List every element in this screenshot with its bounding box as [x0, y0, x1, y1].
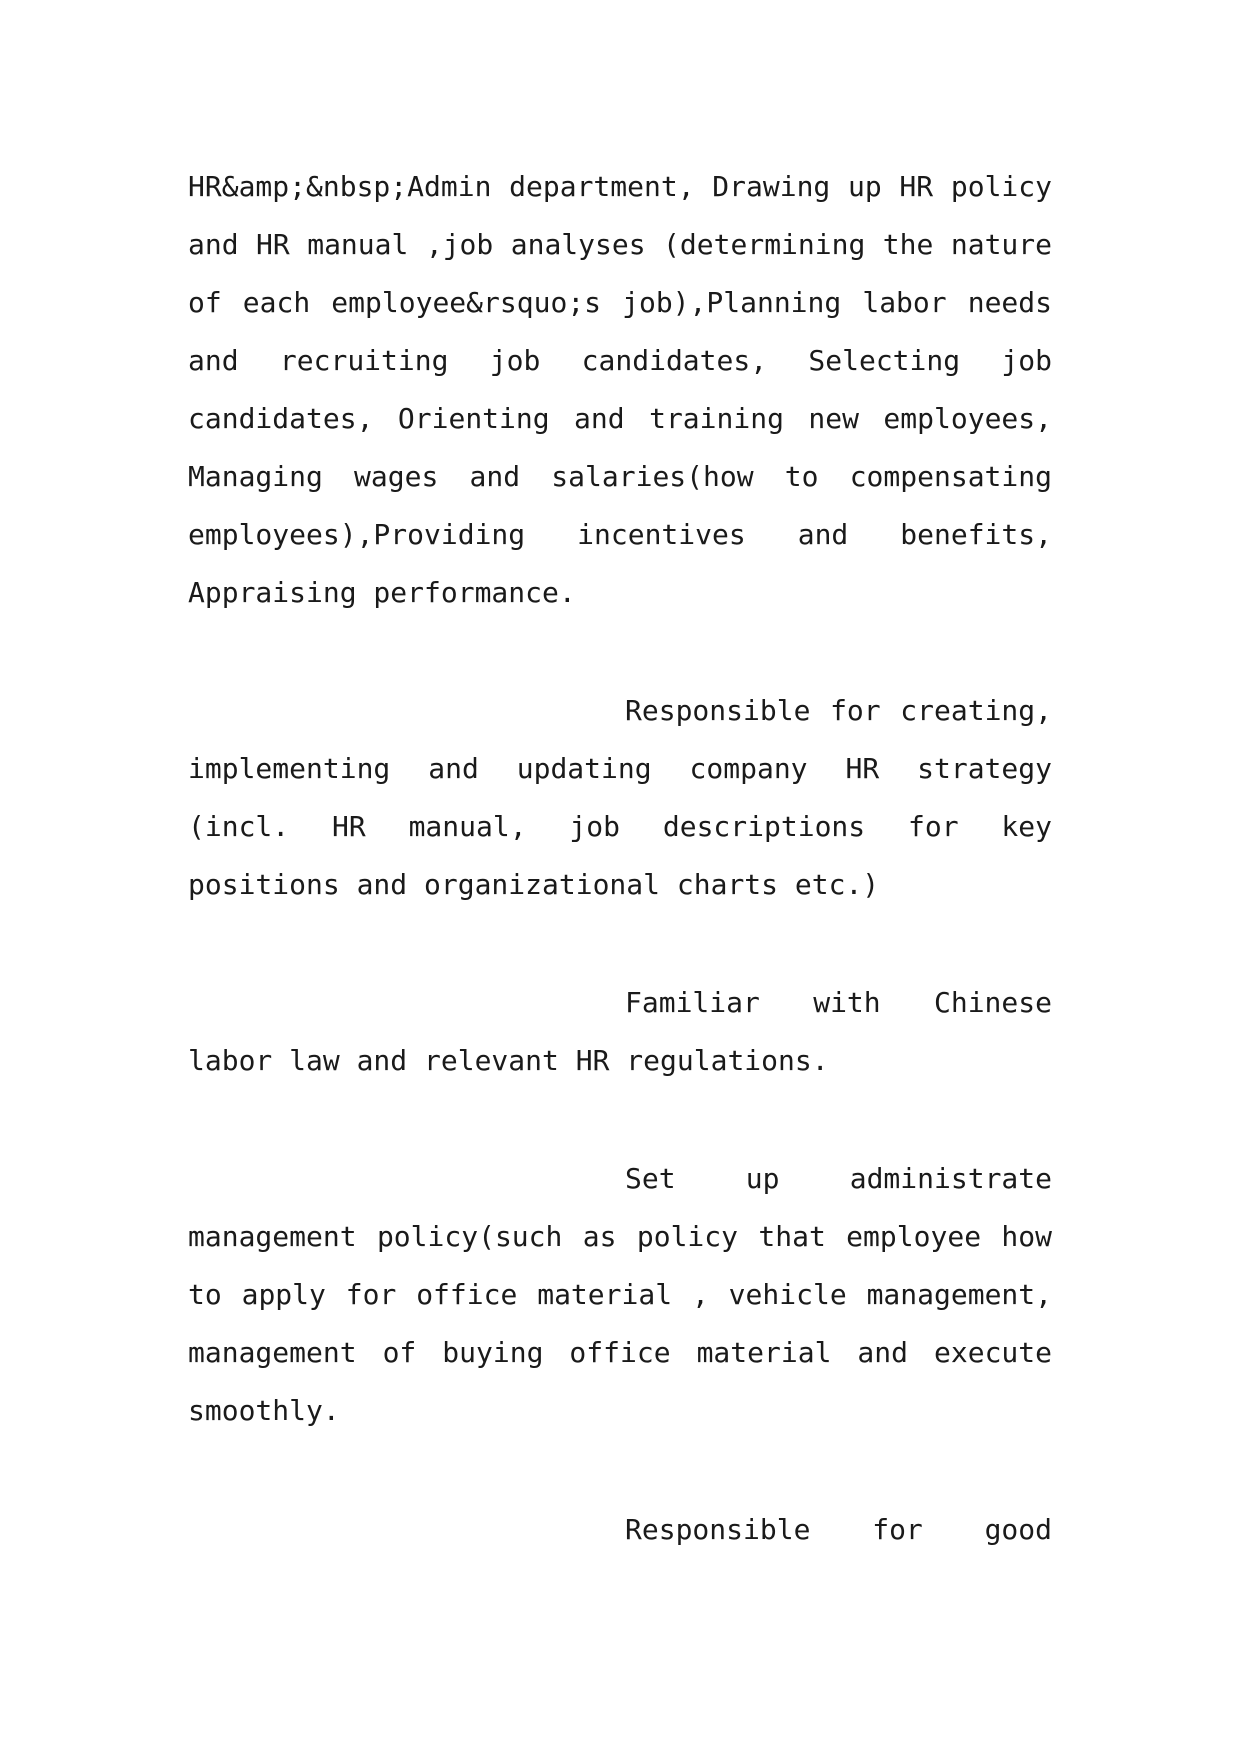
paragraph-admin-policy: Set up administrate management policy(such as policy that employee how to apply for office material , vehicle management, management of buying office material and execute smoothly.	[188, 1162, 1052, 1427]
paragraph-responsible-good: Responsible for good	[625, 1513, 1052, 1546]
paragraph-labor-law: Familiar with Chinese labor law and relevant HR regulations.	[188, 986, 1052, 1077]
paragraph-hr-strategy: Responsible for creating, implementing and updating company HR strategy (incl. HR manual, job descriptions for key positions and organizational charts etc.)	[188, 694, 1052, 901]
paragraph-hr-admin-duties: HR&amp;&nbsp;Admin department, Drawing up HR policy and HR manual ,job analyses (determining the nature of each employee&rsquo;s job),Planning labor needs and recruiting job candidates, Selecting job candidates, Orienting and training new employees, Managing wages and salaries(how to compensating employees),Providing incentives and benefits, Appraising performance.	[188, 170, 1052, 609]
